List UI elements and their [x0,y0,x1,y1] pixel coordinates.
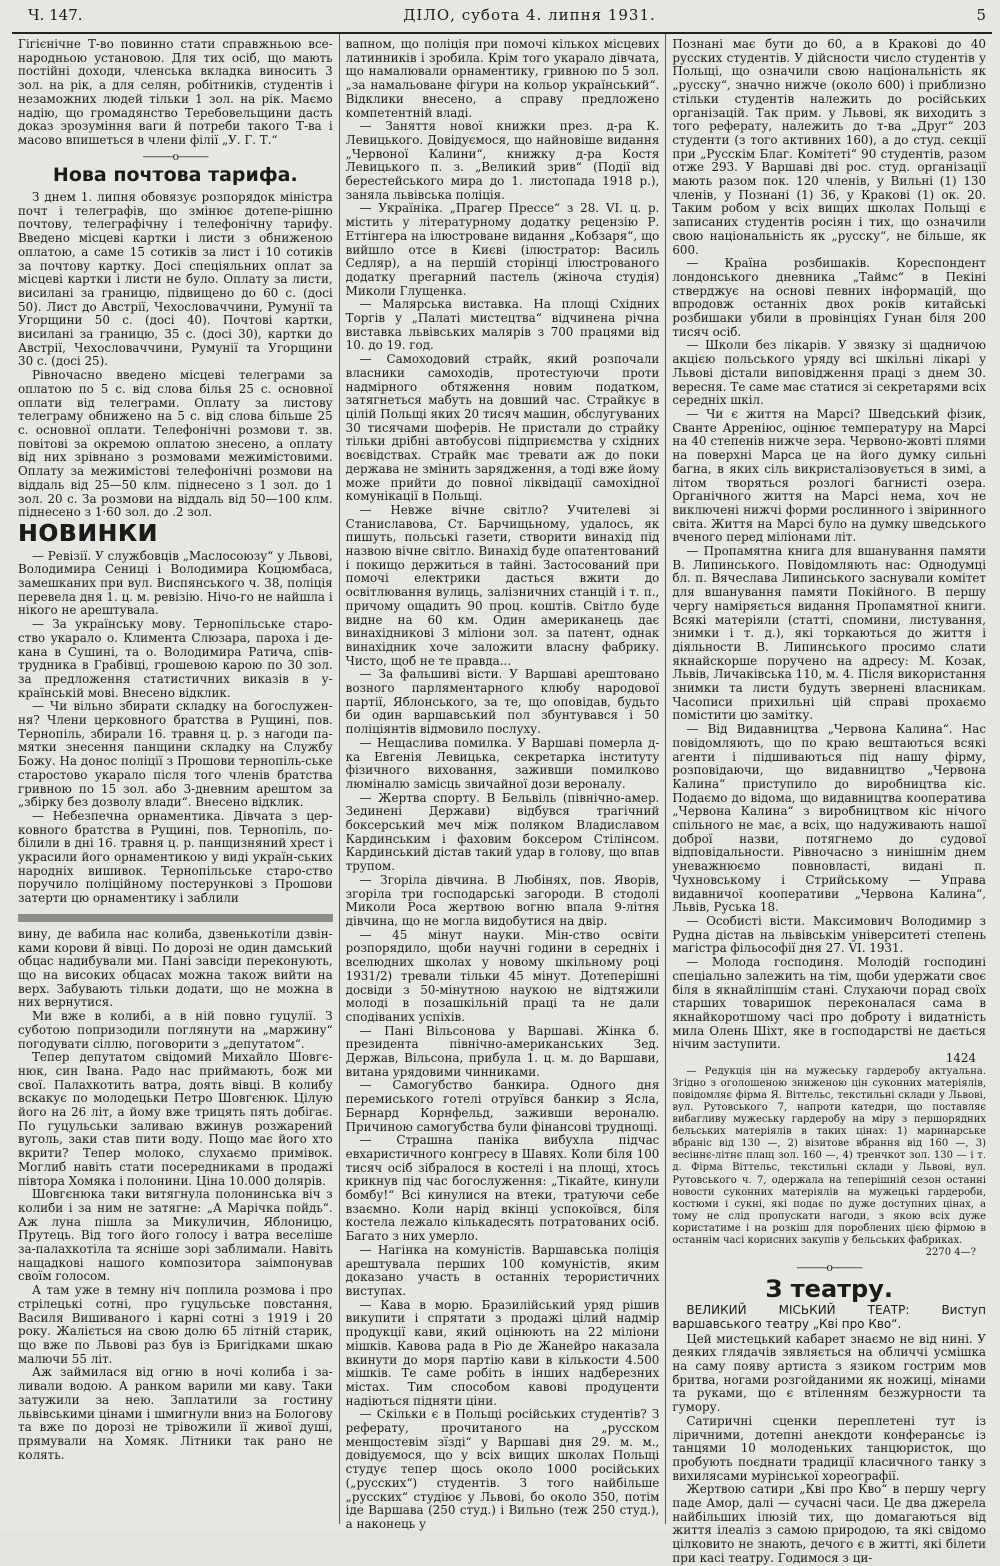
news-communists: — Нагінка на комуністів. Варшавська поліція арештувала перших 100 комуністів, яким доказано участь в останніх терористичних виступах. [345,1242,660,1298]
news-students: — Скільки є в Польщі російських студентів? З реферату, прочитаного на „русском менщостевім зїзді“ у Варшаві дня 29. м. м., довідуємося, що у всіх вищих школах Польщі студує тепер щось около 1000 російських („русских“) студентів. З того найбільше „русских“ студіює у Львові, бо около 350, потім іде Варшава (250 студ.) і Вильно (теж 250 студ.), а наконець у [345,1407,660,1531]
news-coffee: — Кава в морю. Бразилійський уряд рішив викупити і спрятати з продажі цілий надмір продукції кави, який оцінюють на 22 міліони мішків. Кавова рада в Ріо де Жанейро наказала вкинути до моря партію кави в кількости 4.500 мішків. Те саме робіть в інших надберезних містах. Тим способом кавові продуценти надіються підняти ціни. [345,1297,660,1408]
news-publisher: — Від Видавництва „Червона Калина“. Нас повідомляють, що по краю вештаються всякі агенти і підшиваються під нашу фірму, розповідаючи, що видавництво „Червона Калина“ приступило до виробництва кіс. Подаємо до відома, що видавництва кооператива „Червона Калина“ з виробництвом кіс нічого спільного не має, а всіх, що надуживають нашої доброї назви, потягнемо до судової відповідальности. Рівночасно з нинішнім днем уневажнюємо повновласті, видані п. Чухновському і Стрийському — Управа видавничої кооперативи „Червона Калина“, Львів, Руська 18. [672,722,987,915]
news-book: — Заняття нової книжки през. д-ра К. Левицького. Довідуємося, що найновіше видання „Червоної Калини“, книжку д-ра Костя Левицького п. з. „Великий зрив“ (Події від берестейського мира до 1. листопада 1918 р.), заняла львівська поліція. [345,119,660,202]
ad-number: 1424 [945,1051,977,1066]
news-ukrainica: — Україніка. „Прагер Прессе“ з 28. VI. ц. р. містить у літературному додатку рецензію Р. Еттінгера на ілюстроване видання „Кобзаря“, що вийшло отсе в Києві (ілюстратор: Василь Седляр), а на першій сторінці ілюстрованого додатку прегарний пастель (жіноча студія) Миколи Глущенка. [345,201,660,298]
masthead [12,6,992,34]
column-3 [665,34,992,1565]
feuilleton-paragraph-3: Тепер депутатом свідомий Михайло Шовгє-нюк, син Івана. Радо нас приймають, бож ми свої. Палахкотить ватра, доять вівці. В колибу вскакує по молодецьки Петро Шовгєнюк. Цілую його на 26 літ, а йому вже трицять пять добігає. По гуцульськи заливаю вжинув розжарений вуголь, заки став пити воду. Пощо має його хто вкрити? Тепер молоко, слухаємо примівок. Моглиб навіть стати посередниками в продажі півтора Хомяка і полонини. Ціна 10.000 долярів. [18,1050,333,1188]
news-ukrainian-language: — За українську мову. Тернопільське старо-ство укарало о. Климента Слюзара, пароха і де-кана в Сушині, та о. Володимира Ратича, спів-трудника в Грабівці, грошевою карою по 30 зол. за предложення статистичних виказів в у-країнській мові. Внесено відклик. [18,617,333,700]
ad-price-reduction: — Редукція цін на мужеську гардеробу актуальна. Згідно з оголошеною зниженою цін суконних матеріялів, повідомляє фірма Я. Віттельс, текстильні склади у Львові, вул. Рутовського 7, напроти катедри, що поставляє вибагливу мужеську гардеробу на міру з першорядних бельських матеріялів в таких цінах: 1) маринарське вбраніс від 130 —, 2) візитове вбрання від 160 —, 3) весіннє-літнє плащ зол. 160 —, 4) тренчкот зол. 130 — і т. д. Фірма Віттельс, текстильні склади у Львові, вул. Рутовського ч. 7, одержала на теперішній сезон останні новости суконних матеріялів на мужецькі гардероби, костюми і сукні, які подає по дуже доступних цінах, а тому не слід пропускати нагоди, з якою всіх дуже користатиме і на розкіш для пороблених цією фірмою в останнім часі корисних закупів у бельських фабриках. [672,1065,987,1247]
news-panic: — Страшна паніка вибухла підчас евхаристичного конгресу в Шавях. Коли біля 100 тисяч осіб зібралося в костелі і на площі, хтось крикнув під час богослуження: „Тікайте, кинули бомбу!“ Всі кинулися на втеки, тратуючи себе взаємно. Коли нарід вкінці успокоївся, біля костела лежало кількадесять потратованих осіб. Багато з них умерло. [345,1133,660,1244]
news-sport: — Жертва спорту. В Бельвіль (північно-амер. Зединені Держави) відбувся трагічний боксерський меч між поляком Владиславом Кардинським і фаховим боксером Стілінсом. Кардинський дістав такий удар в голову, що впав трупом. [345,790,660,874]
news-mars: — Чи є життя на Марсі? Шведський фізик, Сванте Арреніюс, оцінює температуру на Марсі на 40 степенів нижче зера. Червоно-жовті плями на поверхні Марса це на його думку сильні багна, в яких сіль викристалізовується в зимі, а літом творяться розлогі багнисті озера. Органічного життя на Марсі нема, хоч не виключені нижчі форми рослинного і звіринного світа. Життя на Марсі було на думку шведського вченого перед міліонами літ. [672,406,987,545]
news-45-minutes: — 45 мінут науки. Мін-ство освіти розпорядило, щоби научні години в середніх і вселюдних школах у новому шкільному році 1931/2) тревали тільки 45 мінут. Дотеперішні досвіди з 50-мінутною наукою не відтяжили молоді в позашкільній праці та не дали сподіваних успіхів. [345,927,660,1024]
feuilleton-paragraph-5: А там уже в темну ніч поплила розмова і про стрілецькі сотні, про гуцульське повстання, Василя Вишиваного і карні сотні з 1919 і 20 року. Жаліється на свою долю 65 літній старик, що вже по Львові раз був із Бригідками шкаю малючи 55 літ. [18,1283,333,1366]
continuation-paragraph: вапном, що поліція при помочі кількох місцевих латинників і зробила. Крім того укарало дівчата, що намалювали орнаментику, гривною по 5 зол. „за намальоване фігури на кольор український“. Відклики внесено, а справу предложено компетентній владі. [345,37,660,120]
theatre-paragraph-1: Цей мистецький кабарет знаємо не від нині. У деяких глядачів зявляється на обличчі усмішка на саму появу артиста з язиком гострим мов бритва, ногами розгойданими як ножиці, мінами та руками, що є втіленням безжурности та гумору. [672,1331,987,1415]
news-memorial-book: — Пропамятна книга для вшанування памяти В. Липинського. Повідомляють нас: Однодумці бл. п. Вячеслава Липинського заснували комітет для вшанування памяти Покійного. В першу чергу наміряється видання Пропамятної книги. Всякі матеріяли (статті, спомини, листування, знимки і т. д.), які торкаються до життя і діяльности В. Липинського просимо слати якнайскорше поручено на адресу: М. Козак, Львів, Личаківська 110, м. 4. Після використання знимки та листи будуть звернені власникам. Часописи прихильні цій справі прохаємо помістити цю замітку. [672,544,987,723]
page-number: 5 [976,6,986,24]
ad-number: 2270 4—? [925,1247,977,1259]
news-school-doctors: — Школи без лікарів. У звязку зі щадничою акцією польського уряду всі шкільні лікарі у Львові дістали виповідження праці з днем 30. вересня. Те саме має статися зі секретарями всіх середніх шкіл. [672,338,987,408]
paragraph-hygiene: Гігієнічне Т-во повинно стати справжньою все-народньою установою. Для тих осіб, що мають постійні доходи, членська вкладка виносить 3 зол. на рік, а для селян, робітників, студентів і незаможних людей тільки 1 зол. на рік. Маємо надію, що громадянство Теребовельщини дасть доказ зрозуміння ваги й потреби такого Т-ва і масово впишеться в члени філії „У. Г. Т.“ [18,37,333,147]
paragraph-tariff-2: Рівночасно введено місцеві телеграми за оплатою по 5 с. від слова білья 25 с. основної оплати від телеграми. Оплату за листову телеграму обнижено на 5 с. від слова більше 25 с. основної оплати. Телефонічні розмови т. зв. повітові за окремою оплатою знесено, а оплату від них зрівнано з розмовами межимістовими. Оплату за межимістові телефонічні розмови на віддаль від 25—50 клм. піднесено з 1 зол. до 1 зол. 20 с. За розмови на віддаль від 50—100 клм. піднесено з 1·60 зол. до .2 зол. [18,368,333,520]
separator: ———o——— [796,1261,862,1275]
news-bandits: — Країна розбишаків. Кореспондент лондонського дневника „Таймс“ в Пекіні стверджує на основі певних інформацій, що впродовж останніх двох років китайські розбишаки убили в провінціях Гунан біля 200 тисяч осіб. [672,256,987,339]
headline-theatre: З театру. [765,1274,893,1303]
feuilleton-paragraph-1: вину, де вабила нас колиба, дзвенькотіли дзвін-ками корови й вівці. По дорозі не один дамський обцас надибували ми. Пані завсіди переконують, що на високих обцасах можна також вийти на верх. Забувають тільки додати, що не можна в них вернутися. [18,926,333,1010]
news-personal: — Особисті вісти. Максимович Володимир з Рудна дістав на львівськім університеті степень магістра фільософії дня 27. VI. 1931. [672,914,987,956]
paragraph-tariff-1: З днем 1. липня обовязує розпорядок міністра почт і телеграфів, що змінює дотепе-рішню почтову, телеграфічну і телефонічну тарифу. Введено місцеві картки і листи з обниженою оплатою, а саме 15 сотиків за лист і 10 сотиків за почтову картку. Досі спеціяльних оплат за місцеві картки і листи не було. Оплату за листи, висилані за границю, підвищено до 60 с. (досі 50). Лист до Австрії, Чехословаччини, Румунії та Угорщини 50 с. (досі 40). Почтові картки, висилані за границю, 35 с. (досі 30), картки до Австрії, Чехословаччини, Румунії та Угорщини 30 с. (досі 25). [18,190,333,369]
news-revision: — Ревізії. У службовців „Маслосоюзу“ у Львові, Володимира Сениці і Володимира Коцюмбаса, замешканих при вул. Виспянського ч. 38, поліція перевела дня 1. ц. м. ревізію. Нічо-го не найшла і нікого не арештувала. [18,548,333,618]
theatre-subheading: ВЕЛИКИЙ МІСЬКИЙ ТЕАТР: Виступ варшавського театру „Кві про Кво“. [672,1302,987,1331]
feuilleton-paragraph-2: Ми вже в колибі, а в ній повно гуцулії. З суботою попризодили поглянути на „маржину“ погодувати сіллю, поговорити з „депутатом“. [18,1009,333,1051]
continuation-paragraph: Познані має бути до 60, а в Кракові до 40 русских студентів. У дійсности число студентів у Польщі, що означили свою національність як „русску“, значно нижче (около 600) і приблизно стільки студентів належить до російських організацій. Так прим. у Львові, як виходить з того реферату, належить до т-ва „Друг“ 203 студенти (з того активних 160), а до студ. секції при „Русскім Благ. Комітеті“ 90 студентів, разом отже 293. У Варшаві дві рос. студ. організації мають разом пок. 120 членів, у Вильні (1) 130 членів, у Познані (1) 36, у Кракові (1) ок. 20. Таким робом у всіх вищих школах Польщі є записаних студентів росіян і тих, що означили свою національність як „русску“, не більше, як 600. [672,37,987,257]
news-false-news: — За фальшиві вісти. У Варшаві арештовано возного парляментарного клюбу народової партії, Яблонського, за те, що оповідав, будьто би один варшавський пол збунтувався і 50 поліціянтів відмовило послуху. [345,667,660,737]
headline-news: НОВИНКИ [18,520,158,547]
news-exhibition: — Малярська виставка. На площі Східних Торгів у „Палаті мистецтва“ відчинена річна виставка львівських малярів з 700 працями від 10. до 19. год. [345,297,660,353]
feuilleton-paragraph-4: Шовгєнюка таки витягнула полонинська віч з колиби і за ним не затягне: „А Марічка пойдь“. Аж луна пішла за Микуличин, Яблоницю, Прутець. Від того його голосу і ватра веселіше за-палахкотіла та ясніше зорі заблимали. Навіть нащадкові нашого композитора заімпонував своїм голосом. [18,1187,333,1284]
section-divider [18,914,333,922]
column-2 [339,34,666,1531]
news-wilson: — Пані Вільсонова у Варшаві. Жінка б. президента північно-американських Зед. Держав, Вільсона, прибула 1. ц. м. до Варшави, витана урядовими чинниками. [345,1023,660,1079]
news-girl: — Згоріла дівчина. В Любінях, пов. Яворів, згоріла три господарські загороди. В стодолі Миколи Роса жертвою вогню впала 9-літня дівчина, що не могла видобутися на двір. [345,872,660,928]
separator: ———o——— [142,149,209,163]
news-accident: — Нещаслива помилка. У Варшаві померла д-ка Евгенія Левицька, секретарка інституту фізичного виховання, заживши помилково люміналю замісць звичайної дози вероналу. [345,735,660,791]
news-strike: — Самоходовий страйк, який розпочали власники самоходів, протестуючи проти надмірного обтяження новим податком, затягнеться мабуть на довший час. Страйкує в цілій Польщі яких 20 тисяч машин, обслугуваних 30 тисячами шоферів. Не пристали до страйку тільки дрібні автобусові підприємства у східних воєвідствах. Страйк має тревати аж до поки держава не змінить зарядження, а тоді вже йому може прийти до повної ліквідації самохідної комунікації в Польщі. [345,352,660,504]
news-collection: — Чи вільно збирати складку на богослужен-ня? Члени церковного братства в Рущині, пов. Тернопіль, збирали 16. травня ц. р. з нагоди па-мятки знесення панщини складку на Службу Божу. На донос поліції з Прошови тернопіль-ське старостово укарало після того членів братства гривною по 15 зол. або 3-дневним арештом за „збірку без дозволу влади“. Внесено відклик. [18,699,333,810]
column-1 [12,34,339,1524]
theatre-paragraph-3: Жертвою сатири „Кві про Кво“ в першу чергу паде Амор, далі — сучасні часи. Це два джерела найбільших ілюзій тих, що домагаються від життя ілеаліз з самою природою, та які свідомо цілковито не знають, дечого є в житті, які білети при касі театру. Годимося з ци- [672,1482,987,1565]
news-ornament: — Небезпечна орнаментика. Дівчата з цер-ковного братства в Рущині, пов. Тернопіль, по-білили в дні 16. травня ц. р. панщизняний хрест і украсили його орнаментикою у виді україн-ських народніх вишивок. Тернопільське старо-ство поручило поліційному постерункові з Прошови затерти цю орнаментику і заблили [18,808,333,906]
masthead-title: ДІЛО, субота 4. липня 1931. [403,6,656,24]
issue-number: Ч. 147. [28,6,83,24]
ad-soap: — Молода господиня. Молодій господині спеціально залежить на тім, щоби удержати своє біля в якнайліпшім стані. Слухаючи порад своїх старших товаришок переконалася сама в якнайкоротшому часі про доброту і видатність мила Олень Шіхт, яке в господарстві не дається нічим заступити. [672,955,987,1052]
headline-postal-tariff: Нова почтова тарифа. [52,164,298,187]
theatre-paragraph-2: Сатиричні сценки переплетені тут із ліричними, дотепні анекдоти конферансьє із танцями 10 молоденьких танцюристок, що пробують поєднати традиції класичного танку з вихилясами мурінської хореографії. [672,1413,987,1483]
news-banker: — Самогубство банкира. Одного дня перемиського готелі отруївся банкир з Ясла, Бернард Корнфельд, заживши вероналю. Причиною самогубства були фінансові труднощі. [345,1078,660,1134]
news-eternal-light: — Невже вічне світло? Учителеві зі Станиславова, Ст. Барчищьному, удалось, як пишуть, польські газети, створити винахід під назвою вічне світло. Винахід буде опатентований і покищо держиться в тайні. Застосований при помочі електрики дасться вжити до освітлювання вулиць, залізничних станцій і т. п., причому ощадить 90 проц. коштів. Світло буде видне на 60 км. Один американець дає винахідникові 3 міліони зол. за патент, однак винахідник хоче заложити власну фабрику. Чисто, щоб не те правда... [345,502,660,668]
feuilleton-paragraph-6: Аж займилася від огню в ночі колиба і за-ливали водою. А ранком варили ми каву. Таки затужили за нею. Заплатили за гостину львівськими цінами і шмигнули вниз на Бологову та вже по дорозі не трівожили її живої душі, прямували на Хомяк. Літники так рано не колять. [18,1365,333,1462]
